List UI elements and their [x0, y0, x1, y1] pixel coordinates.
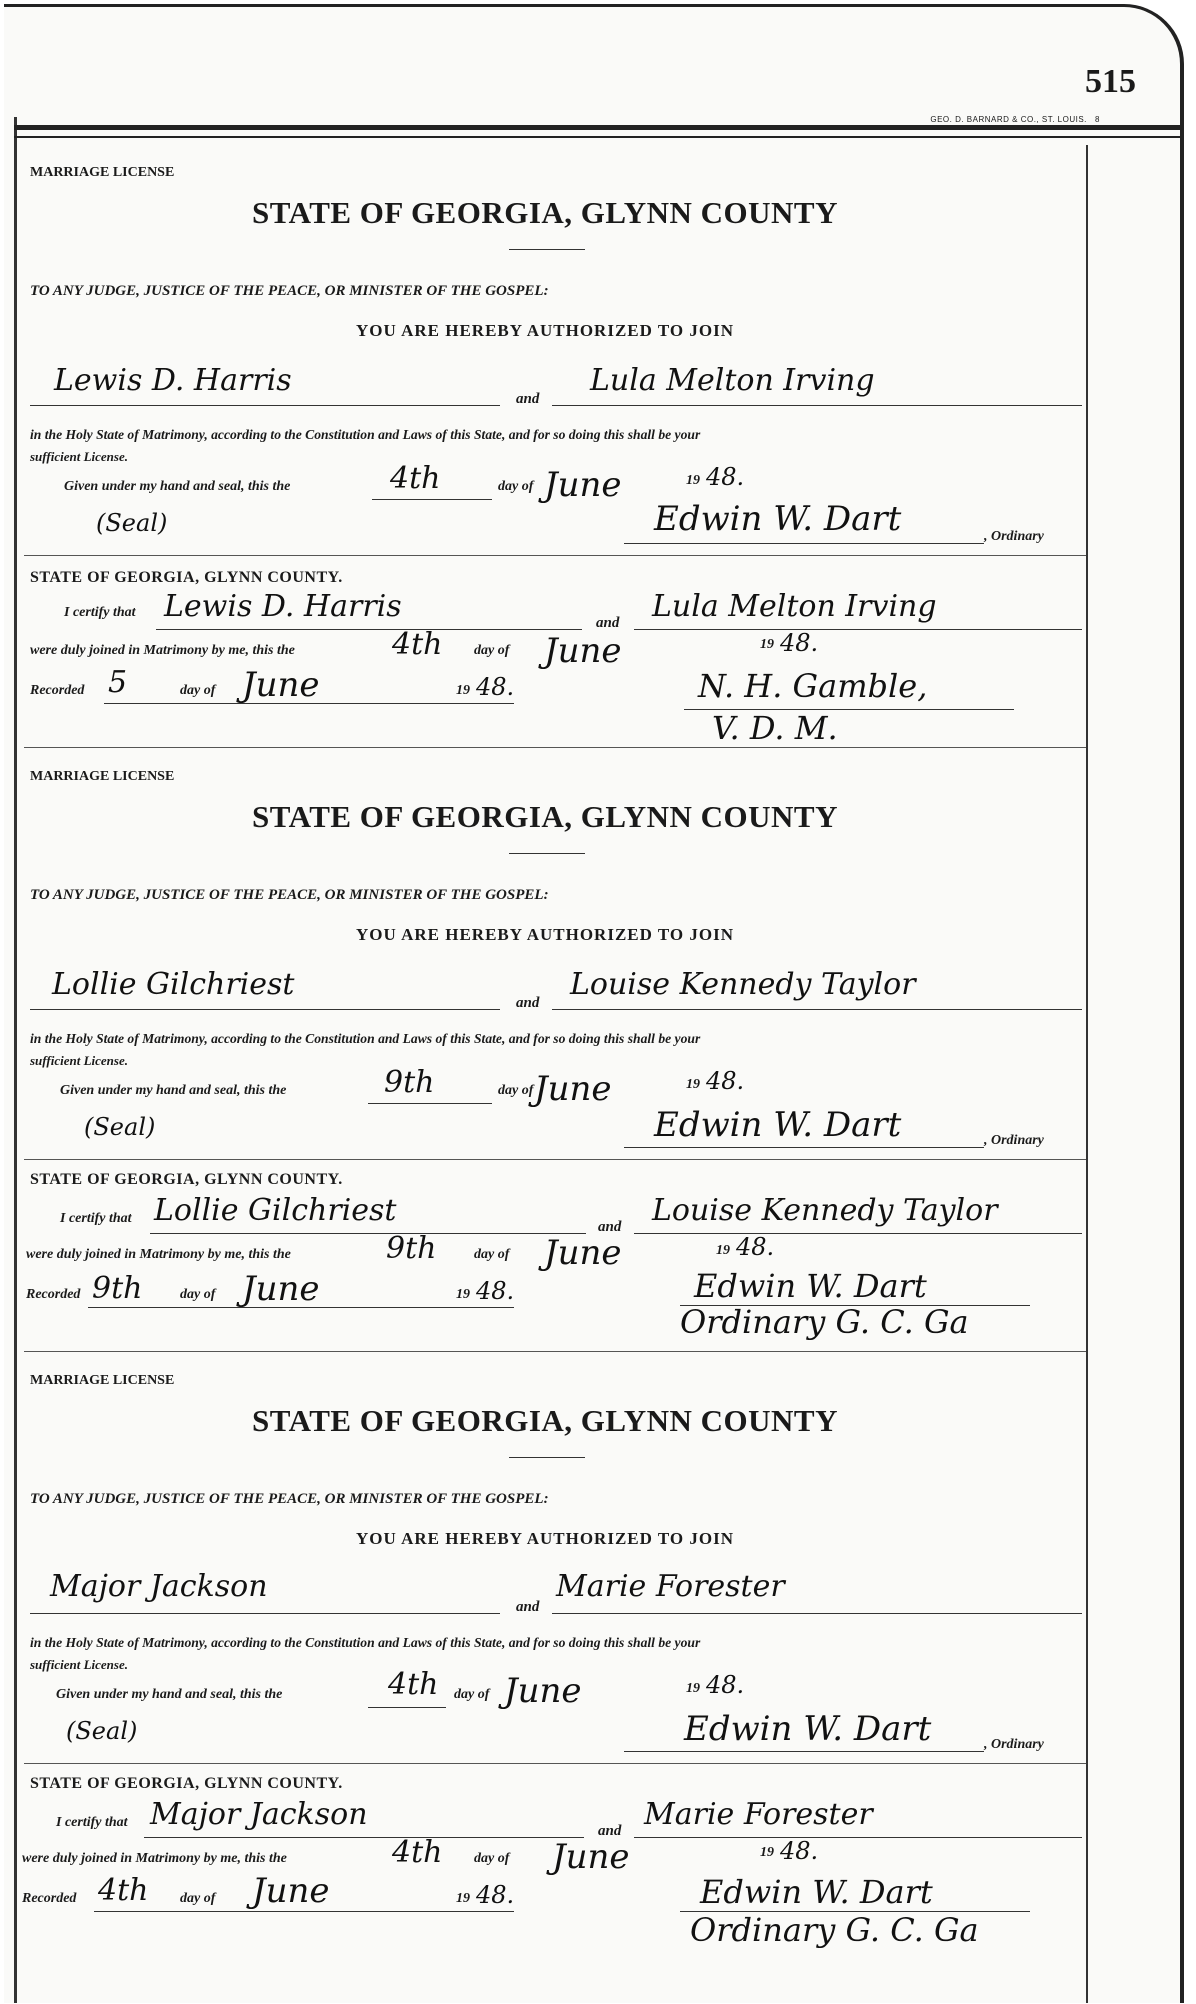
year-prefix: 19: [686, 1077, 700, 1092]
sufficient-text: sufficient License.: [30, 449, 128, 464]
recorded-year: 48.: [476, 1881, 515, 1909]
address-line: TO ANY JUDGE, JUSTICE OF THE PEACE, OR MINISTER OF THE GOSPEL:: [30, 887, 549, 903]
recorded-line: [88, 1307, 514, 1308]
day-line: [368, 1103, 492, 1104]
joined-day-of: day of: [474, 1851, 510, 1866]
cert-groom-line: [156, 629, 582, 630]
publisher-suffix: 8: [1095, 115, 1100, 124]
license-year: 48.: [706, 1067, 745, 1095]
cert-bride-name: Marie Forester: [644, 1797, 873, 1832]
officiant-line-2: Ordinary G. C. Ga: [680, 1303, 969, 1341]
groom-name: Lewis D. Harris: [54, 363, 292, 398]
joined-day-of: day of: [474, 1247, 510, 1262]
state-title: STATE OF GEORGIA, GLYNN COUNTY: [251, 1403, 838, 1438]
officiant-line-1: N. H. Gamble,: [698, 667, 928, 705]
bride-name: Louise Kennedy Taylor: [570, 967, 916, 1002]
ordinary-signature: Edwin W. Dart: [654, 499, 902, 539]
license-day: 9th: [384, 1065, 435, 1100]
recorded-day: 5: [108, 665, 128, 700]
recorded-line: [104, 703, 514, 704]
cert-bride-line: [634, 1233, 1082, 1234]
recorded-year-prefix: 19: [456, 683, 470, 698]
bride-name: Lula Melton Irving: [590, 363, 875, 398]
ordinary-label: , Ordinary: [984, 1133, 1044, 1148]
joined-year-prefix: 19: [716, 1243, 730, 1258]
recorded-month: June: [252, 1871, 330, 1911]
joined-year-prefix: 19: [760, 1845, 774, 1860]
address-line: TO ANY JUDGE, JUSTICE OF THE PEACE, OR MINISTER OF THE GOSPEL:: [30, 1491, 549, 1507]
joined-year: 48.: [736, 1233, 775, 1261]
ordinary-label: , Ordinary: [984, 1737, 1044, 1752]
joined-day: 4th: [392, 627, 443, 662]
certify-text: I certify that: [60, 1211, 132, 1226]
certificate-heading: STATE OF GEORGIA, GLYNN COUNTY.: [30, 1171, 343, 1188]
year-prefix: 19: [686, 1681, 700, 1696]
and-label: and: [516, 1599, 540, 1615]
publisher-name: GEO. D. BARNARD & CO., ST. LOUIS.: [930, 115, 1087, 124]
recorded-month: June: [242, 1269, 320, 1309]
header-rule-thin: [14, 136, 1180, 138]
recorded-month: June: [242, 665, 320, 705]
recorded-day-of: day of: [180, 1287, 216, 1302]
title-rule: [509, 853, 585, 854]
joined-month: June: [544, 1233, 622, 1273]
joined-year-prefix: 19: [760, 637, 774, 652]
entry-separator: [24, 747, 1086, 748]
signature-line: [624, 1147, 984, 1148]
matrimony-text: in the Holy State of Matrimony, according to the Constitution and Laws of this State, and for so doing this shall be your: [30, 1635, 701, 1650]
officiant-line-1: Edwin W. Dart: [694, 1267, 927, 1305]
authorized-line: YOU ARE HEREBY AUTHORIZED TO JOIN: [356, 321, 734, 340]
recorded-line: [94, 1911, 514, 1912]
day-line: [372, 499, 492, 500]
groom-line: [30, 1009, 500, 1010]
given-text: Given under my hand and seal, this the: [56, 1687, 283, 1702]
ordinary-signature: Edwin W. Dart: [654, 1105, 902, 1145]
entry-separator: [24, 1351, 1086, 1352]
state-title: STATE OF GEORGIA, GLYNN COUNTY: [251, 195, 838, 230]
ordinary-signature: Edwin W. Dart: [684, 1709, 932, 1749]
joined-month: June: [544, 631, 622, 671]
cert-bride-line: [634, 1837, 1082, 1838]
recorded-text: Recorded: [22, 1891, 77, 1906]
day-line: [368, 1707, 446, 1708]
license-year: 48.: [706, 463, 745, 491]
officiant-line-1: Edwin W. Dart: [700, 1873, 933, 1911]
groom-name: Lollie Gilchriest: [52, 967, 295, 1002]
cert-groom-name: Major Jackson: [150, 1797, 368, 1832]
license-label: MARRIAGE LICENSE: [30, 165, 175, 180]
matrimony-text: in the Holy State of Matrimony, according to the Constitution and Laws of this State, and for so doing this shall be your: [30, 1031, 701, 1046]
joined-day: 4th: [392, 1835, 443, 1870]
header-rule: [14, 125, 1180, 130]
given-text: Given under my hand and seal, this the: [64, 479, 291, 494]
license-month: June: [544, 465, 622, 505]
address-line: TO ANY JUDGE, JUSTICE OF THE PEACE, OR MINISTER OF THE GOSPEL:: [30, 283, 549, 299]
section-rule: [24, 555, 1086, 556]
title-rule: [509, 1457, 585, 1458]
bride-line: [552, 1009, 1082, 1010]
section-rule: [24, 1159, 1086, 1160]
joined-day: 9th: [386, 1231, 437, 1266]
duly-joined-text: were duly joined in Matrimony by me, this the: [26, 1247, 291, 1262]
seal-mark: (Seal): [96, 509, 168, 537]
cert-and-label: and: [598, 1219, 622, 1235]
recorded-year: 48.: [476, 673, 515, 701]
joined-year: 48.: [780, 629, 819, 657]
marriage-entry: [4, 1351, 1086, 1953]
section-rule: [24, 1763, 1086, 1764]
matrimony-text: in the Holy State of Matrimony, according to the Constitution and Laws of this State, and for so doing this shall be your: [30, 427, 701, 442]
certificate-heading: STATE OF GEORGIA, GLYNN COUNTY.: [30, 569, 343, 586]
marriage-entry: [4, 143, 1086, 745]
page-number: 515: [1085, 63, 1136, 100]
bride-line: [552, 1613, 1082, 1614]
certify-text: I certify that: [64, 605, 136, 620]
officiant-line-2: V. D. M.: [712, 709, 838, 747]
cert-bride-name: Louise Kennedy Taylor: [652, 1193, 998, 1228]
authorized-line: YOU ARE HEREBY AUTHORIZED TO JOIN: [356, 925, 734, 944]
bride-name: Marie Forester: [556, 1569, 785, 1604]
joined-month: June: [552, 1837, 630, 1877]
license-label: MARRIAGE LICENSE: [30, 769, 175, 784]
day-of-label: day of: [498, 1083, 534, 1098]
sufficient-text: sufficient License.: [30, 1053, 128, 1068]
bride-line: [552, 405, 1082, 406]
groom-line: [30, 1613, 500, 1614]
officiant-line-2: Ordinary G. C. Ga: [690, 1911, 979, 1949]
cert-groom-name: Lollie Gilchriest: [154, 1193, 397, 1228]
cert-and-label: and: [596, 615, 620, 631]
signature-line: [624, 1751, 984, 1752]
recorded-year: 48.: [476, 1277, 515, 1305]
license-month: June: [504, 1671, 582, 1711]
state-title: STATE OF GEORGIA, GLYNN COUNTY: [251, 799, 838, 834]
certify-text: I certify that: [56, 1815, 128, 1830]
recorded-day: 4th: [98, 1873, 149, 1908]
joined-day-of: day of: [474, 643, 510, 658]
day-of-label: day of: [454, 1687, 490, 1702]
license-day: 4th: [388, 1667, 439, 1702]
seal-mark: (Seal): [84, 1113, 156, 1141]
ordinary-label: , Ordinary: [984, 529, 1044, 544]
recorded-year-prefix: 19: [456, 1891, 470, 1906]
seal-mark: (Seal): [66, 1717, 138, 1745]
and-label: and: [516, 995, 540, 1011]
license-label: MARRIAGE LICENSE: [30, 1373, 175, 1388]
duly-joined-text: were duly joined in Matrimony by me, this the: [22, 1851, 287, 1866]
sufficient-text: sufficient License.: [30, 1657, 128, 1672]
authorized-line: YOU ARE HEREBY AUTHORIZED TO JOIN: [356, 1529, 734, 1548]
and-label: and: [516, 391, 540, 407]
recorded-text: Recorded: [30, 683, 85, 698]
recorded-year-prefix: 19: [456, 1287, 470, 1302]
given-text: Given under my hand and seal, this the: [60, 1083, 287, 1098]
joined-year: 48.: [780, 1837, 819, 1865]
day-of-label: day of: [498, 479, 534, 494]
duly-joined-text: were duly joined in Matrimony by me, this the: [30, 643, 295, 658]
signature-line: [624, 543, 984, 544]
margin-rule: [1086, 145, 1088, 2003]
cert-groom-line: [150, 1233, 586, 1234]
recorded-day-of: day of: [180, 1891, 216, 1906]
groom-line: [30, 405, 500, 406]
recorded-day: 9th: [92, 1271, 143, 1306]
cert-groom-line: [144, 1837, 584, 1838]
certificate-heading: STATE OF GEORGIA, GLYNN COUNTY.: [30, 1775, 343, 1792]
license-month: June: [534, 1069, 612, 1109]
publisher-imprint: [930, 115, 1100, 124]
cert-groom-name: Lewis D. Harris: [164, 589, 402, 624]
recorded-day-of: day of: [180, 683, 216, 698]
license-year: 48.: [706, 1671, 745, 1699]
license-day: 4th: [390, 461, 441, 496]
register-page: [4, 4, 1184, 2003]
marriage-entry: [4, 747, 1086, 1349]
cert-and-label: and: [598, 1823, 622, 1839]
groom-name: Major Jackson: [50, 1569, 268, 1604]
recorded-text: Recorded: [26, 1287, 81, 1302]
year-prefix: 19: [686, 473, 700, 488]
title-rule: [509, 249, 585, 250]
cert-bride-name: Lula Melton Irving: [652, 589, 937, 624]
cert-bride-line: [634, 629, 1082, 630]
